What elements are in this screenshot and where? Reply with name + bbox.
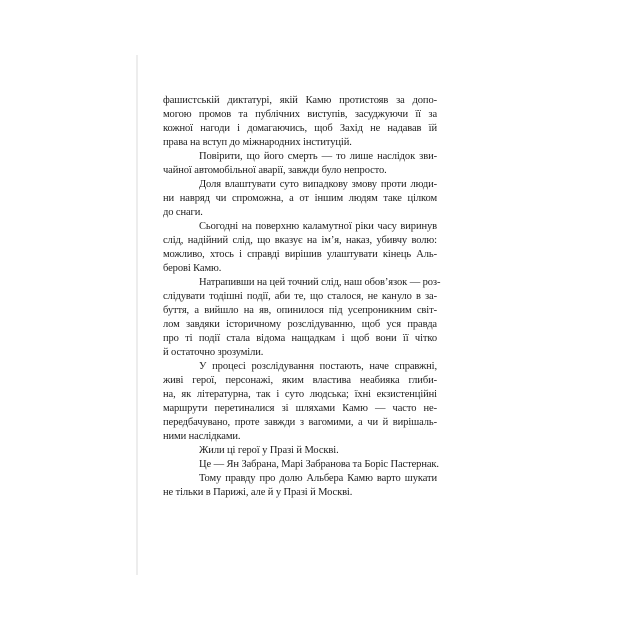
text-line: ними наслідками. <box>163 431 241 442</box>
text-line: й остаточно зрозуміли. <box>163 347 264 358</box>
text-line: Доля влаштувати суто випадкову змову проти люди- <box>199 179 437 190</box>
text-line: до снаги. <box>163 207 203 218</box>
text-line: Жили ці герої у Празі й Москві. <box>199 445 339 456</box>
text-line: слід, надійний слід, що вказує на ім’я, наказ, убивчу волю: <box>163 235 437 246</box>
text-line: можливо, хтось і справді вирішив улаштувати кінець Аль- <box>163 249 437 260</box>
text-line: на, як літературна, так і суто людська; їхні екзистенційні <box>163 389 437 400</box>
text-line: передбачувано, проте завжди з вагомими, а чи й вирішаль- <box>163 417 437 428</box>
paragraph <box>163 276 441 360</box>
text-line: буття, а вийшло на яв, опинилося під усепроникним світ- <box>163 305 437 316</box>
paragraph <box>163 150 437 178</box>
text-line: фашистській диктатурі, якій Камю протистояв за допо- <box>163 95 437 106</box>
text-line: слідувати тодішні події, аби те, що сталося, не кануло в за- <box>163 291 437 302</box>
paragraph <box>163 360 437 444</box>
text-line: Тому правду про долю Альбера Камю варто шукати <box>199 473 437 484</box>
text-line: чайної автомобільної аварії, завжди було непросто. <box>163 165 387 176</box>
text-line: ни навряд чи спроможна, а от іншим людям таке цілком <box>163 193 437 204</box>
text-line: могою промов та публічних виступів, засуджуючи її за <box>163 109 437 120</box>
text-line: У процесі розслідування постають, наче справжні, <box>199 361 437 372</box>
page-edge-divider <box>136 55 138 575</box>
text-line: Повірити, що його смерть — то лише наслідок зви- <box>199 151 437 162</box>
text-line: права на вступ до міжнародних інституцій. <box>163 137 352 148</box>
text-line: Натрапивши на цей точний слід, наш обов’язок — роз- <box>199 277 441 288</box>
text-line: берові Камю. <box>163 263 222 274</box>
paragraph <box>163 444 437 458</box>
paragraph <box>163 458 437 472</box>
text-line: маршрути перетиналися зі шляхами Камю — часто не- <box>163 403 437 414</box>
text-line: лом завдяки історичному розслідуванню, щоб уся правда <box>163 319 437 330</box>
text-line: не тільки в Парижі, але й у Празі й Москві. <box>163 487 353 498</box>
book-page-text <box>163 94 441 500</box>
paragraph <box>163 220 437 276</box>
text-line: Це — Ян Забрана, Марі Забранова та Боріс Пастернак. <box>199 459 439 470</box>
paragraph <box>163 472 437 500</box>
paragraph <box>163 178 437 220</box>
text-line: живі герої, персонажі, яким властива неабияка глиби- <box>163 375 437 386</box>
text-line: про ті події стала відома нащадкам і щоб вони її чітко <box>163 333 437 344</box>
text-line: кожної нагоди і домагаючись, щоб Захід не надавав їй <box>163 123 437 134</box>
paragraph <box>163 94 437 150</box>
text-line: Сьогодні на поверхню каламутної ріки часу виринув <box>199 221 437 232</box>
